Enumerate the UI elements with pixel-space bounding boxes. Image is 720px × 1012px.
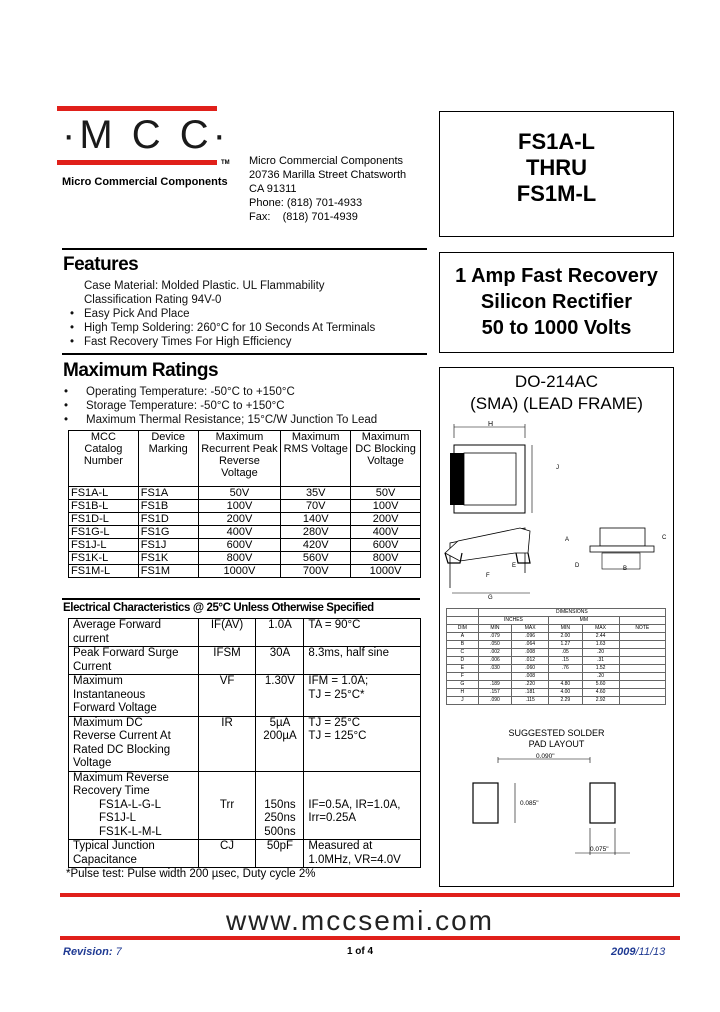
ratings-title: Maximum Ratings bbox=[63, 360, 219, 381]
table-cell: 560V bbox=[281, 552, 351, 565]
table-cell: IR bbox=[198, 716, 256, 771]
solder-dim-side: 0.085" bbox=[520, 800, 539, 807]
electrical-rule bbox=[62, 598, 420, 600]
dim-cell: D bbox=[447, 657, 479, 665]
table-row bbox=[69, 539, 421, 552]
dim-cell: .20 bbox=[582, 649, 619, 657]
table-cell: FS1G-L bbox=[69, 526, 139, 539]
features-title: Features bbox=[63, 254, 139, 275]
table-cell: 100V bbox=[351, 500, 421, 513]
table-cell: FS1D-L bbox=[69, 513, 139, 526]
table-cell: 35V bbox=[281, 487, 351, 500]
table-cell: FS1M-L bbox=[69, 565, 139, 578]
table-row bbox=[69, 513, 421, 526]
dim-cell bbox=[619, 649, 665, 657]
table-cell: 800V bbox=[198, 552, 281, 565]
table-cell: TJ = 25°C TJ = 125°C bbox=[304, 716, 421, 771]
table-cell: FS1J-L bbox=[69, 539, 139, 552]
dimension-table bbox=[446, 608, 666, 705]
part-thru: THRU bbox=[525, 155, 588, 180]
table-cell: 1000V bbox=[351, 565, 421, 578]
table-cell: IFM = 1.0A; TJ = 25°C* bbox=[304, 675, 421, 717]
dim-cell bbox=[619, 697, 665, 705]
company-name: Micro Commercial Components bbox=[62, 176, 228, 188]
table-cell: 600V bbox=[198, 539, 281, 552]
table-cell: Maximum Instantaneous Forward Voltage bbox=[69, 675, 199, 717]
dim-cell: .76 bbox=[549, 665, 582, 673]
dim-cell bbox=[619, 689, 665, 697]
dim-cell: 4.80 bbox=[549, 681, 582, 689]
solder-title: SUGGESTED SOLDER PAD LAYOUT bbox=[508, 728, 605, 749]
table-cell: VF bbox=[198, 675, 256, 717]
description-box bbox=[439, 252, 674, 353]
label-H: H bbox=[488, 421, 494, 428]
dim-cell: 5.60 bbox=[582, 681, 619, 689]
dim-cell bbox=[619, 633, 665, 641]
table-cell: FS1B bbox=[138, 500, 198, 513]
dim-row bbox=[447, 657, 666, 665]
dim-cell: .060 bbox=[512, 665, 549, 673]
dim-cell: .006 bbox=[478, 657, 511, 665]
table-cell: 8.3ms, half sine bbox=[304, 647, 421, 675]
dim-cell: G bbox=[447, 681, 479, 689]
dim-cell bbox=[478, 673, 511, 681]
table-row bbox=[69, 840, 421, 868]
dim-cell: .15 bbox=[549, 657, 582, 665]
table-cell: FS1D bbox=[138, 513, 198, 526]
table-header: Device Marking bbox=[138, 431, 198, 487]
dim-cell bbox=[619, 665, 665, 673]
solder-dim-top: 0.090" bbox=[536, 753, 555, 760]
table-row bbox=[69, 647, 421, 675]
dim-cell: .002 bbox=[478, 649, 511, 657]
page-number: 1 of 4 bbox=[346, 946, 374, 957]
dim-cell: A bbox=[447, 633, 479, 641]
label-C: C bbox=[662, 535, 667, 541]
features-rule bbox=[62, 248, 427, 250]
dim-cell: .181 bbox=[512, 689, 549, 697]
dim-cell: .012 bbox=[512, 657, 549, 665]
dim-inches: INCHES bbox=[478, 617, 548, 625]
dim-cell: 2.00 bbox=[549, 633, 582, 641]
dim-cell: .31 bbox=[582, 657, 619, 665]
label-B: B bbox=[623, 566, 628, 572]
package-subname: (SMA) (LEAD FRAME) bbox=[470, 394, 643, 413]
table-row bbox=[69, 526, 421, 539]
footer-bottom-bar bbox=[60, 936, 680, 940]
ratings-rule bbox=[62, 353, 427, 355]
table-header: Maximum Recurrent Peak Reverse Voltage bbox=[198, 431, 281, 487]
dim-cell: .096 bbox=[512, 633, 549, 641]
dim-cell: 1.27 bbox=[549, 641, 582, 649]
revision: Revision: 7 bbox=[63, 946, 122, 958]
table-row bbox=[69, 675, 421, 717]
table-row bbox=[69, 487, 421, 500]
dim-cell: .05 bbox=[549, 649, 582, 657]
table-cell: Maximum Reverse Recovery Time FS1A-L-G-L FS1J-L FS1K-L-M-L bbox=[69, 771, 199, 840]
dim-cell: .220 bbox=[512, 681, 549, 689]
dim-cell: 4.60 bbox=[582, 689, 619, 697]
dim-row bbox=[447, 689, 666, 697]
table-cell: FS1K-L bbox=[69, 552, 139, 565]
table-header: MCC Catalog Number bbox=[69, 431, 139, 487]
dim-cell: .115 bbox=[512, 697, 549, 705]
label-J: J bbox=[556, 465, 559, 471]
table-cell: 280V bbox=[281, 526, 351, 539]
table-cell: FS1A-L bbox=[69, 487, 139, 500]
dim-cell bbox=[619, 657, 665, 665]
table-cell: 200V bbox=[198, 513, 281, 526]
pulse-footnote: *Pulse test: Pulse width 200 µsec, Duty cycle 2% bbox=[66, 868, 316, 880]
table-cell: FS1J bbox=[138, 539, 198, 552]
table-cell: FS1M bbox=[138, 565, 198, 578]
dim-cell: H bbox=[447, 689, 479, 697]
label-D: D bbox=[575, 563, 580, 569]
dim-row bbox=[447, 641, 666, 649]
table-cell: FS1B-L bbox=[69, 500, 139, 513]
solder-pad-layout bbox=[440, 753, 673, 863]
part-last: FS1M-L bbox=[516, 181, 597, 206]
footer-top-bar bbox=[60, 893, 680, 897]
dim-cell: 2.29 bbox=[549, 697, 582, 705]
part-number-box bbox=[439, 111, 674, 237]
label-F: F bbox=[486, 573, 490, 579]
table-cell: Measured at 1.0MHz, VR=4.0V bbox=[304, 840, 421, 868]
table-row bbox=[69, 716, 421, 771]
table-cell: FS1K bbox=[138, 552, 198, 565]
dim-row bbox=[447, 665, 666, 673]
table-cell: 1000V bbox=[198, 565, 281, 578]
dim-cell: J bbox=[447, 697, 479, 705]
dim-cell: .20 bbox=[582, 673, 619, 681]
dim-cell bbox=[549, 673, 582, 681]
dim-cell: .030 bbox=[478, 665, 511, 673]
table-cell: 50V bbox=[198, 487, 281, 500]
dim-cell: .050 bbox=[478, 641, 511, 649]
table-row bbox=[69, 552, 421, 565]
table-cell: 700V bbox=[281, 565, 351, 578]
dim-cell bbox=[619, 673, 665, 681]
dim-cell bbox=[619, 681, 665, 689]
table-cell: 1.30V bbox=[256, 675, 304, 717]
table-cell: Typical Junction Capacitance bbox=[69, 840, 199, 868]
part-first: FS1A-L bbox=[518, 129, 595, 154]
table-header: Maximum RMS Voltage bbox=[281, 431, 351, 487]
table-row bbox=[69, 500, 421, 513]
features-list: Case Material: Molded Plastic. UL Flammability Classification Rating 94V-0 • Easy Pick And Place • High Temp Soldering: 260°C for 10 Seconds At Terminals • Fast Recovery Times For High Efficiency bbox=[70, 280, 376, 348]
table-cell: Trr bbox=[198, 771, 256, 840]
solder-dim-bottom: 0.075" bbox=[590, 846, 609, 853]
dim-cell: F bbox=[447, 673, 479, 681]
table-cell: Maximum DC Reverse Current At Rated DC Blocking Voltage bbox=[69, 716, 199, 771]
dim-cell: .064 bbox=[512, 641, 549, 649]
dim-cell: .008 bbox=[512, 649, 549, 657]
dim-header-row: DIM MIN MAX MIN MAX NOTE bbox=[447, 625, 666, 633]
dim-cell: .079 bbox=[478, 633, 511, 641]
table-header-row bbox=[69, 431, 421, 487]
logo-top-bar bbox=[57, 106, 217, 111]
table-cell: IF=0.5A, IR=1.0A, Irr=0.25A bbox=[304, 771, 421, 840]
dim-row bbox=[447, 633, 666, 641]
logo-bottom-bar bbox=[57, 160, 217, 165]
dim-row bbox=[447, 681, 666, 689]
electrical-title: Electrical Characteristics @ 25°C Unless Otherwise Specified bbox=[63, 602, 374, 614]
table-cell: FS1A bbox=[138, 487, 198, 500]
table-cell: 70V bbox=[281, 500, 351, 513]
description-line: 1 Amp Fast Recovery bbox=[455, 265, 658, 287]
table-cell: 800V bbox=[351, 552, 421, 565]
table-cell: 400V bbox=[351, 526, 421, 539]
dim-mm: MM bbox=[549, 617, 619, 625]
table-header: Maximum DC Blocking Voltage bbox=[351, 431, 421, 487]
label-E: E bbox=[512, 563, 517, 569]
dim-cell: 4.00 bbox=[549, 689, 582, 697]
dim-cell: .157 bbox=[478, 689, 511, 697]
table-cell: Peak Forward Surge Current bbox=[69, 647, 199, 675]
table-row bbox=[69, 565, 421, 578]
table-cell: 150ns 250ns 500ns bbox=[256, 771, 304, 840]
dim-cell: .090 bbox=[478, 697, 511, 705]
table-cell: 200V bbox=[351, 513, 421, 526]
mcc-logo: ·M C C· bbox=[62, 113, 230, 157]
dim-cell: C bbox=[447, 649, 479, 657]
electrical-table bbox=[68, 618, 421, 868]
table-cell: 100V bbox=[198, 500, 281, 513]
table-cell: 30A bbox=[256, 647, 304, 675]
table-cell: FS1G bbox=[138, 526, 198, 539]
table-cell: IF(AV) bbox=[198, 619, 256, 647]
table-row bbox=[69, 771, 421, 840]
dim-cell: 1.52 bbox=[582, 665, 619, 673]
table-cell: 50V bbox=[351, 487, 421, 500]
dim-row bbox=[447, 697, 666, 705]
table-cell: 50pF bbox=[256, 840, 304, 868]
website-url[interactable]: www.mccsemi.com bbox=[225, 905, 494, 936]
dim-row bbox=[447, 649, 666, 657]
company-address: Micro Commercial Components 20736 Marilla Street Chatsworth CA 91311 Phone: (818) 701-4933 Fax: (818) 701-4939 bbox=[249, 155, 407, 223]
dim-cell: .189 bbox=[478, 681, 511, 689]
table-cell: 140V bbox=[281, 513, 351, 526]
dim-cell: 2.92 bbox=[582, 697, 619, 705]
ratings-list: • Operating Temperature: -50°C to +150°C • Storage Temperature: -50°C to +150°C • Maximum Thermal Resistance; 15°C/W Junction To Lead bbox=[64, 386, 378, 426]
table-cell: 1.0A bbox=[256, 619, 304, 647]
label-G: G bbox=[488, 595, 493, 601]
dim-cell: 2.44 bbox=[582, 633, 619, 641]
description-line: 50 to 1000 Volts bbox=[481, 317, 632, 339]
revision-date: 2009/11/13 bbox=[611, 946, 666, 958]
table-cell: 600V bbox=[351, 539, 421, 552]
logo-trademark: TM bbox=[221, 160, 230, 166]
package-box bbox=[439, 367, 674, 887]
table-cell: CJ bbox=[198, 840, 256, 868]
dim-cell bbox=[619, 641, 665, 649]
dim-cell: .008 bbox=[512, 673, 549, 681]
dim-cell: B bbox=[447, 641, 479, 649]
ratings-table bbox=[68, 430, 421, 578]
table-cell: 5µA 200µA bbox=[256, 716, 304, 771]
dim-cell: 1.63 bbox=[582, 641, 619, 649]
table-cell: IFSM bbox=[198, 647, 256, 675]
table-cell: TA = 90°C bbox=[304, 619, 421, 647]
dim-row bbox=[447, 673, 666, 681]
table-cell: Average Forward current bbox=[69, 619, 199, 647]
dim-title: DIMENSIONS bbox=[478, 609, 665, 617]
table-cell: 420V bbox=[281, 539, 351, 552]
description-line: Silicon Rectifier bbox=[480, 291, 633, 313]
table-cell: 400V bbox=[198, 526, 281, 539]
table-row bbox=[69, 619, 421, 647]
dim-cell: E bbox=[447, 665, 479, 673]
package-name: DO-214AC bbox=[514, 372, 599, 391]
label-A: A bbox=[565, 537, 570, 543]
